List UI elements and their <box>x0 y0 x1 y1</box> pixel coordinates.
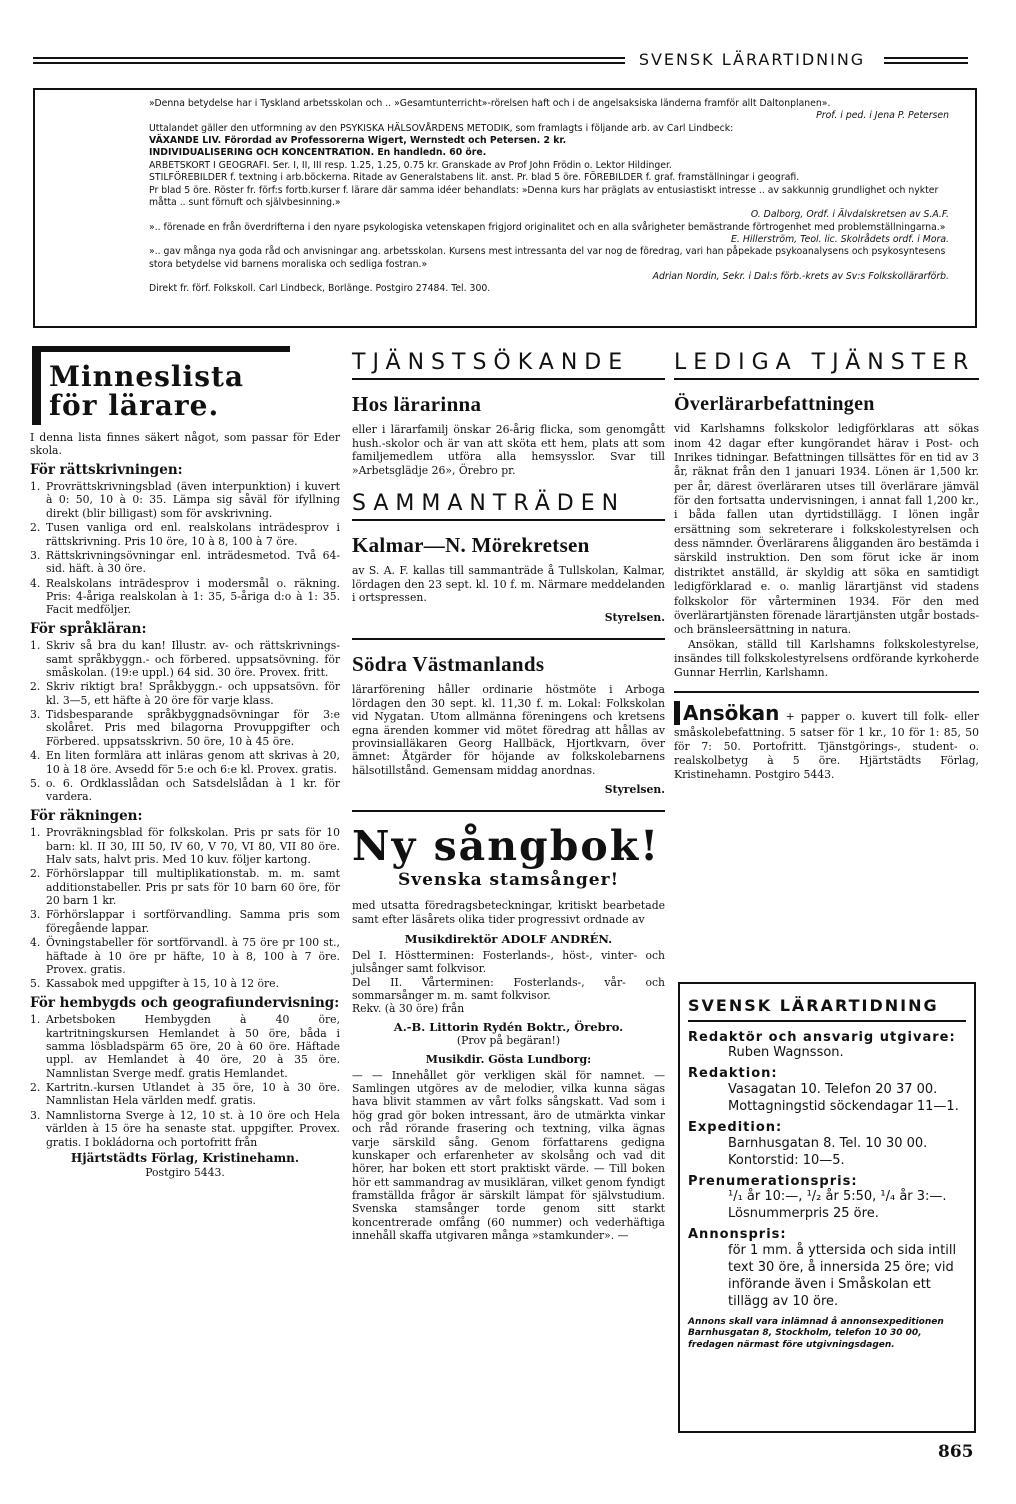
topbox-line: ».. gav många nya goda råd och anvisningar ang. arbetsskolan. Kursens mest intressanta del var nog de föredrag, vari han påpekade psykoanalysens och psykosyntesens stora betydelse vid barnens moraliska och sedliga fostran.» <box>149 246 946 270</box>
sangbok-intro: med utsatta föredragsbeteckningar, kritiskt bearbetade samt efter läsårets olika tider progressivt ordnade av <box>352 899 665 926</box>
article-title: Kalmar—N. Mörekretsen <box>352 532 590 557</box>
sangbok-review: — — Innehållet gör verkligen skäl för namnet. — Samlingen utgöres av de melodier, vilka kunna sägas hava blivit stammen av vårt folks sångskatt. Vad som i hög grad gör boken intressant, äro de utmärkta vinkar och råd rörande frasering och textning, vilka ägnas varje särskild sång. Genom författarens gedigna kunskaper och erfarenheter av skolsång och vad dit hörer, har boken ett stort praktiskt värde. — Till boken hör ett sammandrag av musikläran, vilket genom fyndigt framställda frågor är särskilt lämpat för självstudium. Svenska stamsånger torde genom sitt starkt koncentrerade omfång (60 nummer) och vederhäftiga innehåll skaffa utgivaren många »stamkunder». — <box>352 1068 665 1243</box>
list-item: 5. o. 6. Ordklasslådan och Satsdelslådan à 1 kr. för vardera. <box>30 776 340 804</box>
list-item: 2. Tusen vanliga ord enl. realskolans inträdesprov i rättskrivning. Pris 10 öre, 10 à 8, 100 à 7 öre. <box>30 521 340 548</box>
topbox-attribution: Prof. i ped. i Jena P. Petersen <box>816 110 949 122</box>
topbox-attribution: O. Dalborg, Ordf. i Älvdalskretsen av S.A.F. <box>750 209 949 221</box>
list-item: 3. Förhörslappar i sortförvandling. Samma pris som föregående lappar. <box>30 908 340 935</box>
signature: Styrelsen. <box>604 610 665 624</box>
header-title: SVENSK LÄRARTIDNING <box>638 50 866 69</box>
sangbok-editor: Musikdirektör ADOLF ANDRÉN. <box>404 931 613 946</box>
article-body: vid Karlshamns folkskolor ledigförklaras att sökas inom 42 dagar efter kungörandet härav i Post- och Inrikes tidningar. Befattningen tillsättes för en tid av 3 år, räknat från den 1 januari 1934. Lönen är 1,500 kr. per år, därest överläraren utses till överlärare jämväl för den fortsatta undervisningen, i annat fall 1,200 kr., i båda fallen utan dyrtidstillägg. I lönen ingår ersättning som sekreterare i folkskolestyrelsen och dess nämnder. Överlärarens åligganden äro bestämda i särskild instruktion. Den som förut icke är inom distriktet anställd, är skyldig att söka en samtidigt ledigförklarad e. o. manlig lärartjänst vid stadens folkskolor för vårterminen 1934. För den med överlärartjänsten förenade lärartjänsten utgår bostads- och bränsleersättning in natura. <box>674 422 979 637</box>
topbox-line: »Denna betydelse har i Tyskland arbetsskolan och .. »Gesamtunterricht»-rörelsen haft och i de angelsaksiska länderna framför allt Daltonplanen». <box>149 98 831 109</box>
topbox-line: ».. förenade en från överdrifterna i den nyare psykologiska vetenskapen frigjord originalitet och en alla svårigheter bemästrande förtrogenhet med problemställningarna.» <box>149 221 946 233</box>
list <box>30 1013 340 1149</box>
list <box>30 639 340 804</box>
divider <box>674 691 979 693</box>
article-title: Hos lärarinna <box>352 391 482 416</box>
sangbok-order: Rekv. (à 30 öre) från <box>352 1002 465 1016</box>
topbox-line: ARBETSKORT I GEOGRAFI. Ser. I, II, III resp. 1.25, 1.25, 0.75 kr. Granskade av Prof John Frödin o. Lektor Hildinger. <box>149 159 672 171</box>
article-body: Ansökan, ställd till Karlshamns folkskolestyrelse, insändes till folkskolestyrelsens ordförande kyrkoherde Gunnar Herrlin, Karlshamn. <box>674 637 979 680</box>
divider <box>352 638 665 640</box>
masthead-heading: Expedition: <box>688 1119 783 1135</box>
minneslista-title <box>32 346 290 425</box>
sangbok-headline: Ny sångbok! <box>352 822 661 871</box>
masthead-value: ¹/₁ år 10:—, ¹/₂ år 5:50, ¹/₄ år 3:—. Lösnummerpris 25 öre. <box>728 1189 947 1222</box>
topbox-line: STILFÖREBILDER f. textning i arb.böckerna. Ritade av Generalstabens lit. anst. Pr. blad 5 öre. FÖREBILDER f. graf. framställningar i geografi. <box>149 172 800 184</box>
section-tjanstsokande: TJÄNSTSÖKANDE <box>352 350 665 380</box>
sangbok-part: Del II. Vårterminen: Fosterlands-, vår- och sommarsånger m. m. samt folkvisor. <box>352 975 665 1003</box>
signature: Styrelsen. <box>604 783 665 797</box>
publisher: Hjärtstädts Förlag, Kristinehamn. <box>70 1150 300 1165</box>
sangbok-publisher: A.-B. Littorin Rydén Boktr., Örebro. <box>393 1019 624 1034</box>
topbox-line: INDIVIDUALISERING OCH KONCENTRATION. En handledn. 60 öre. <box>149 147 487 159</box>
article-title: Södra Västmanlands <box>352 651 545 676</box>
masthead-note: Annons skall vara inlämnad å annonsexpeditionen Barnhusgatan 8, Stockholm, telefon 10 30 00, fredagen närmast före utgivningsdagen. <box>688 1316 944 1350</box>
column-lediga-tjanster <box>674 346 979 782</box>
article-title: Överlärarbefattningen <box>674 392 875 415</box>
article-body: eller i lärarfamilj önskar 26-årig flicka, som genomgått hush.-skolor och är van att sköta ett hem, plats att som familjemedlem utföra alla hemsysslor. Svar till »Arbetsglädje 26», Örebro pr. <box>352 423 665 477</box>
masthead-heading: Prenumerationspris: <box>688 1173 858 1189</box>
masthead-value: Ruben Wagnsson. <box>728 1045 844 1061</box>
list-item: 2. Kartritn.-kursen Utlandet à 35 öre, 10 à 30 öre. Namnlistan Hela världen medf. gratis. <box>30 1081 340 1108</box>
masthead-value: Barnhusgatan 8. Tel. 10 30 00. Kontorstid: 10—5. <box>728 1135 928 1168</box>
section-heading: För rättskrivningen: <box>30 461 183 478</box>
sangbok-reviewer: Musikdir. Gösta Lundborg: <box>425 1053 592 1067</box>
sangbok-subheadline: Svenska stamsånger! <box>397 870 620 891</box>
title-line-1: Minneslista <box>49 360 245 393</box>
masthead-value: Vasagatan 10. Telefon 20 37 00. Mottagningstid söckendagar 11—1. <box>728 1082 959 1115</box>
list <box>30 480 340 617</box>
list-item: 3. Rättskrivningsövningar enl. inträdesmetod. Två 64-sid. häft. à 30 öre. <box>30 548 340 576</box>
divider <box>352 810 665 812</box>
masthead-heading: Annonspris: <box>688 1227 787 1243</box>
topbox-line: VÄXANDE LIV. Förordad av Professorerna Wigert, Wernstedt och Petersen. 2 kr. <box>149 135 567 147</box>
masthead-heading: Redaktör och ansvarig utgivare: <box>688 1029 956 1045</box>
ansokan-ad <box>674 701 979 782</box>
column-middle <box>352 346 665 1243</box>
list-item: 4. Realskolans inträdesprov i modersmål o. räkning. Pris: 4-åriga realskolan à 1: 35, 5-åriga d:o à 1: 35. Facit medföljer. <box>30 576 340 617</box>
list-item: 1. Arbetsboken Hembygden à 40 öre, kartritningskursen Hemlandet à 50 öre, båda i samma lösbladspärm 65 öre, 20 à 60 öre. Häftade uppl. av Hemlandet à 40 öre, 20 à 35 öre. Namnlistan Sverge medf. gratis Hemlandet. <box>30 1013 340 1080</box>
section-sammantraden: SAMMANTRÄDEN <box>352 491 665 521</box>
page-number: 865 <box>938 1442 974 1462</box>
list-item: 4. En liten formlära att inläras genom att skrivas à 20, 10 à 18 öre. Avsedd för 5:e och 6:e kl. Provex. gratis. <box>30 749 340 776</box>
masthead-title: SVENSK LÄRARTIDNING <box>688 996 966 1022</box>
section-lediga-tjanster: LEDIGA TJÄNSTER <box>674 350 979 380</box>
list-item: 1. Provräkningsblad för folkskolan. Pris pr sats för 10 barn: kl. II 30, III 50, IV 60, V 70, VI 80, VII 80 öre. Halv sats, halvt pris. Med 10 kuv. följer kartong. <box>30 826 340 866</box>
list <box>30 826 340 991</box>
masthead-box <box>678 982 976 1433</box>
section-heading: För räkningen: <box>30 807 143 824</box>
postgiro: Postgiro 5443. <box>145 1165 225 1179</box>
title-line-2: för lärare. <box>49 389 220 423</box>
ansokan-text: + papper o. kuvert till folk- eller småskolebefattning. 5 satser för 1 kr., 10 för 1: 85, 50 för 7: 50. Portofritt. Tjänstgörings-, student- o. realskolbetyg à 5 öre. Hjärtstädts Förlag, Kristinehamn. Postgiro 5443. <box>674 709 979 781</box>
section-heading: För språkläran: <box>30 620 147 637</box>
topbox-line: Uttalandet gäller den utformning av den PSYKISKA HÄLSOVÅRDENS METODIK, som framlagts i följande arb. av Carl Lindbeck: <box>149 122 734 134</box>
masthead-value: för 1 mm. å yttersida och sida intill text 30 öre, å innersida 25 öre; vid införande även i Småskolan ett tillägg av 10 öre. <box>728 1243 957 1309</box>
article-body: av S. A. F. kallas till sammanträde å Tullskolan, Kalmar, lördagen den 23 sept. kl. 10 f. m. Närmare meddelanden i ortspressen. <box>352 564 665 605</box>
intro-text: I denna lista finnes säkert något, som passar för Eder skola. <box>30 430 340 458</box>
topbox-line: Pr blad 5 öre. Röster fr. förf:s fortb.kurser f. lärare där samma idéer behandlats: »Denna kurs har präglats av entusiastiskt intresse .. av sakkunnig grundlighet och nykter måtta .. sunt förnuft och självbesinning.» <box>149 184 939 208</box>
list-item: 3. Namnlistorna Sverge à 12, 10 st. à 10 öre och Hela världen à 15 öre ha senaste stat. uppgifter. Provex. gratis. I bokládorna och portofritt från <box>30 1108 340 1149</box>
masthead-heading: Redaktion: <box>688 1066 778 1082</box>
topbox-attribution: E. Hillerström, Teol. lic. Skolrådets ordf. i Mora. <box>731 233 949 245</box>
list-item: 1. Skriv så bra du kan! Illustr. av- och rättskrivnings- samt språkbyggn.- och förbered. uppsatsövning. för småskolan. (19:e uppl.) 64 sid. 30 öre. Provex. fritt. <box>30 639 340 679</box>
sangbok-sample-note: (Prov på begäran!) <box>456 1033 561 1047</box>
ansokan-word: Ansökan <box>674 701 779 725</box>
list-item: 1. Provrättskrivningsblad (även interpunktion) i kuvert à 0: 50, 10 à 0: 35. Lämpa sig såväl för ifyllning direkt (blir billigast) som för avskrivning. <box>30 480 340 520</box>
header-rule-right <box>884 57 968 64</box>
list-item: 4. Övningstabeller för sortförvandl. à 75 öre pr 100 st., häftade à 10 öre pr häfte, 10 à 8, 100 à 7 öre. Provex. gratis. <box>30 936 340 976</box>
section-heading: För hembygds och geografiundervisning: <box>30 994 340 1011</box>
header-rule-left <box>33 57 625 64</box>
list-item: 2. Förhörslappar till multiplikationstab. m. m. samt additionstabeller. Pris pr sats för 10 barn 60 öre, för 20 barn 1 kr. <box>30 867 340 908</box>
top-advertisement-box <box>33 88 977 328</box>
column-minneslista <box>30 346 340 1179</box>
topbox-line: Direkt fr. förf. Folkskoll. Carl Lindbeck, Borlänge. Postgiro 27484. Tel. 300. <box>149 283 491 295</box>
list-item: 5. Kassabok med uppgifter à 15, 10 à 12 öre. <box>30 977 280 991</box>
article-body: lärarförening håller ordinarie höstmöte i Arboga lördagen den 30 sept. kl. 11,30 f. m. Lokal: Folkskolan vid Nygatan. Utom allmänna föreningens och kretsens egna ärenden kommer vid mötet föredrag att hållas av provinsialläkaren Georg Hallbäck, Hjortkvarn, över ämnet: Åtgärder för höjande av folkskolebarnens hälsotillstånd. Gemensam middag anordnas. <box>352 683 665 777</box>
topbox-attribution: Adrian Nordin, Sekr. i Dal:s förb.-krets av Sv:s Folkskollärarförb. <box>652 271 949 283</box>
list-item: 3. Tidsbesparande språkbyggnadsövningar för 3:e skolåret. Pris med bilagorna Provuppgifter och Förbered. uppsatsskrivn. 50 öre, 10 à 45 öre. <box>30 708 340 748</box>
sangbok-part: Del I. Höstterminen: Fosterlands-, höst-, vinter- och julsånger samt folkvisor. <box>352 948 665 976</box>
list-item: 2. Skriv riktigt bra! Språkbyggn.- och uppsatsövn. för kl. 3—5, ett häfte à 20 öre för varje klass. <box>30 680 340 707</box>
